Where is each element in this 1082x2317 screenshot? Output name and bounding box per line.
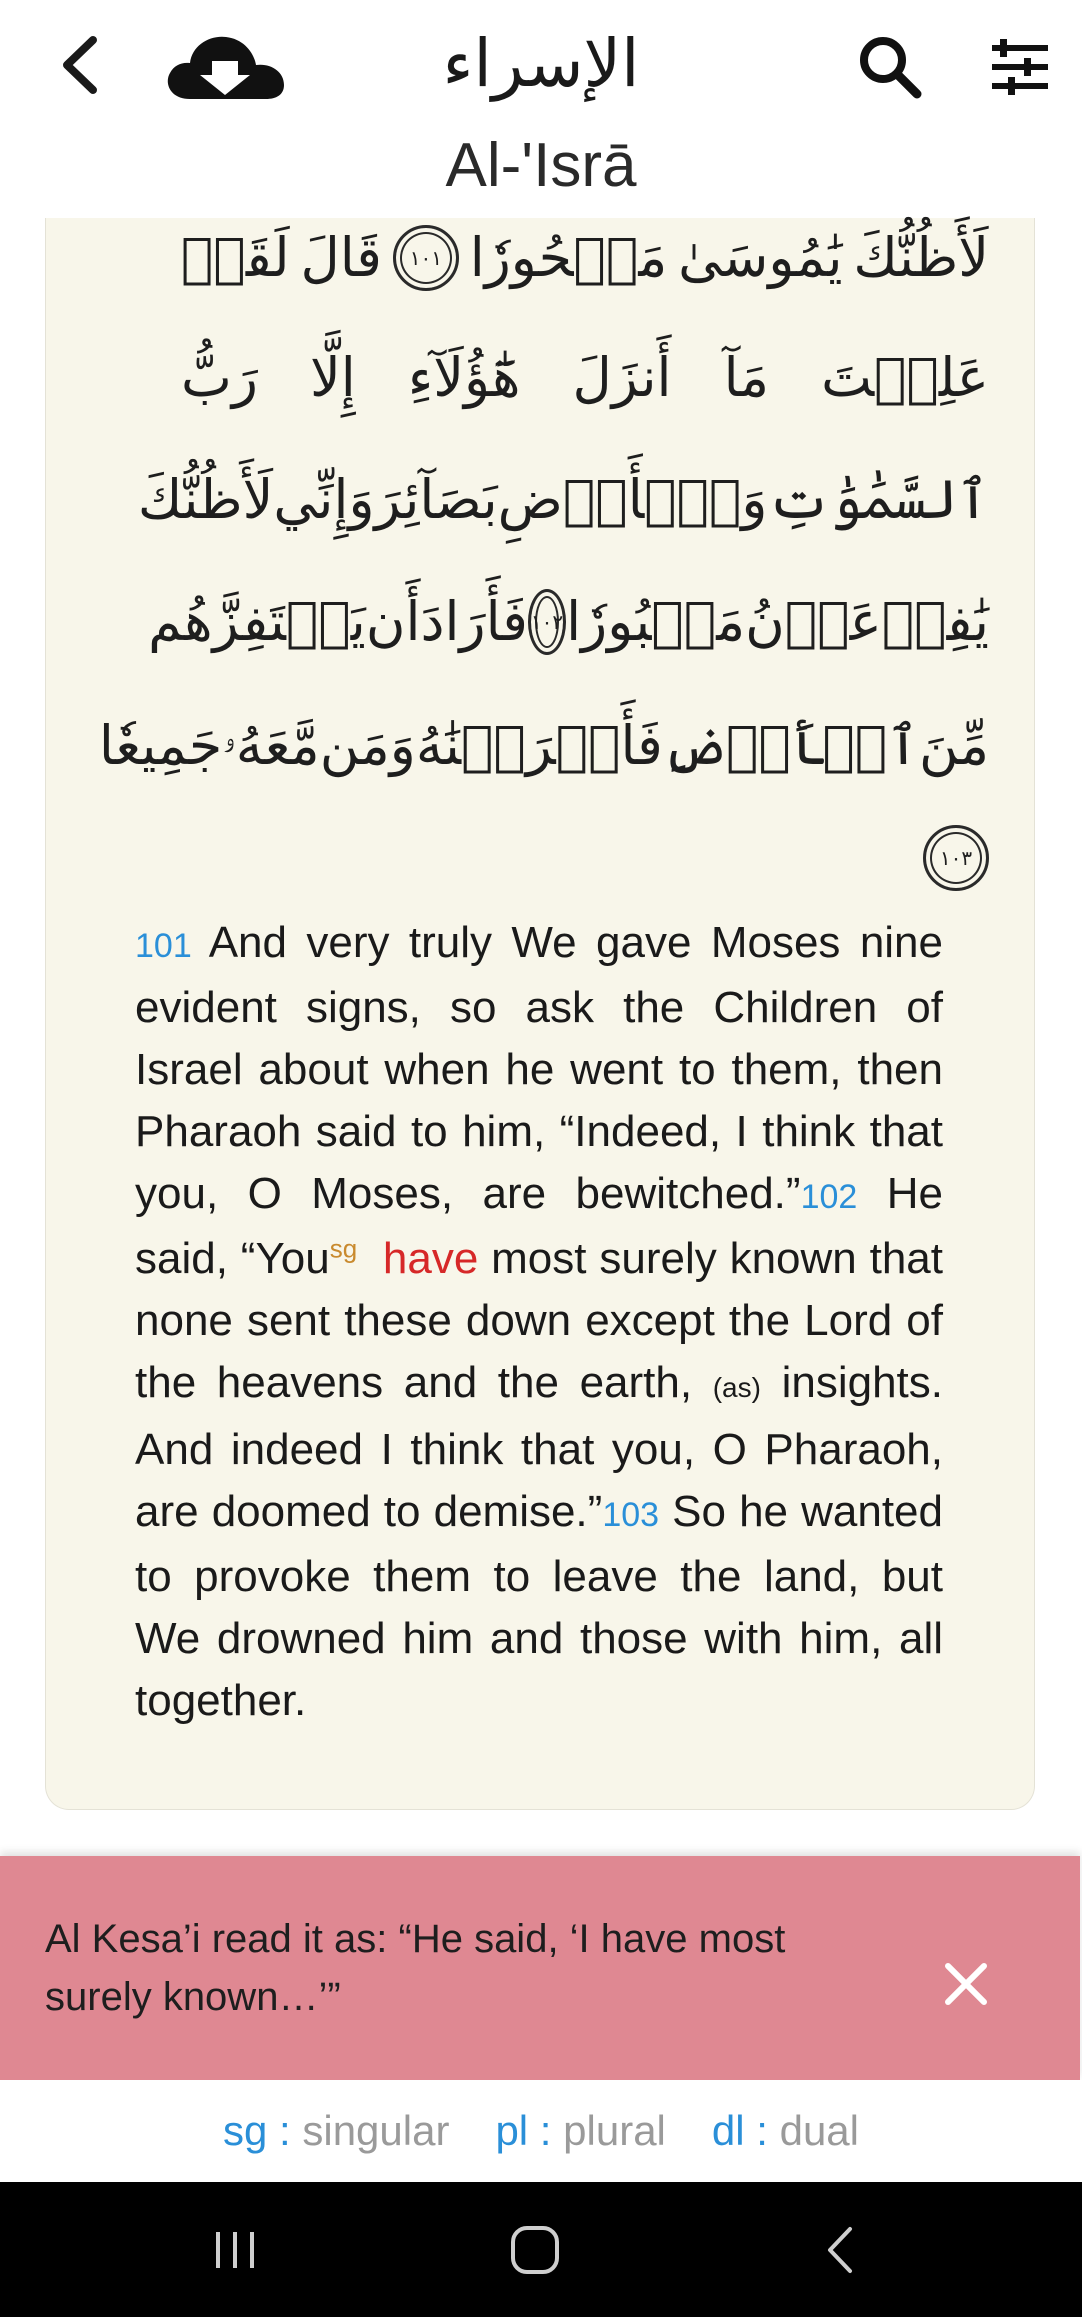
home-button[interactable]	[495, 2220, 575, 2280]
legend-value: singular	[302, 2107, 450, 2154]
arabic-line	[181, 198, 989, 318]
verse-number[interactable]: 102	[800, 1178, 858, 1216]
legend-item	[223, 2107, 449, 2155]
surah-title-english: Al-'Isrā	[445, 131, 637, 200]
grammar-legend	[0, 2080, 1082, 2182]
translation-text: He said, “You	[135, 1169, 943, 1283]
translation-text: insights. And indeed I think that you, O Pharaoh, are doomed to demise.”	[135, 1358, 944, 1536]
verse-number[interactable]: 103	[602, 1496, 660, 1534]
verse-end-marker: ١٠٣	[923, 825, 989, 891]
arabic-word: فَأَرَادَ	[420, 590, 528, 653]
arabic-word: يَٰفِرۡعَوۡنُ	[745, 590, 989, 653]
arabic-word: مَّعَهُۥ	[222, 714, 320, 777]
translation-text: So he wanted to provoke them to leave the land, but We drowned him and those with him, all together.	[135, 1487, 943, 1725]
arabic-line	[98, 686, 989, 806]
translation-text: most surely known that none sent these down except the Lord of the heavens and the earth,	[135, 1234, 943, 1407]
arabic-word: يَٰمُوسَىٰ	[678, 226, 843, 289]
search-button[interactable]	[845, 22, 935, 112]
arabic-word: ٱلۡأَرۡضِ	[662, 714, 919, 777]
recent-apps-icon	[210, 2228, 260, 2272]
arabic-word: جَمِيعٗا	[98, 714, 223, 777]
recent-apps-button[interactable]	[195, 2220, 275, 2280]
search-icon	[855, 32, 925, 102]
arabic-word: أَن	[365, 590, 421, 653]
arabic-word: فَأَغۡرَقۡنَٰهُ	[415, 714, 663, 777]
back-icon	[820, 2225, 860, 2275]
qiraat-highlight-word[interactable]: have	[382, 1234, 479, 1283]
arabic-word: لَقَدۡ	[181, 226, 290, 289]
arabic-word: قَالَ	[300, 226, 382, 289]
legend-key: dl :	[711, 2107, 768, 2154]
close-banner-button[interactable]	[930, 1948, 1002, 2020]
legend-key: pl :	[495, 2107, 552, 2154]
arabic-word: وَٱلۡأَرۡضِ	[497, 468, 768, 531]
legend-item	[712, 2107, 859, 2155]
arabic-word: يَسۡتَفِزَّهُم	[148, 590, 366, 653]
tune-sliders-icon	[990, 39, 1050, 95]
arabic-word: لَأَظُنُّكَ	[853, 226, 989, 289]
qiraat-note-text: Al Kesa’i read it as: “He said, ‘I have most surely known…’”	[45, 1917, 786, 2019]
arabic-line	[148, 562, 989, 682]
arabic-word: إِلَّا	[309, 346, 356, 409]
qiraat-note-banner	[0, 1856, 1080, 2080]
verse-end-marker: ١٠٢	[528, 589, 566, 655]
arabic-word: مِّنَ	[918, 714, 989, 777]
arabic-line	[181, 318, 989, 438]
legend-value: dual	[779, 2107, 859, 2154]
arabic-word: رَبُّ	[181, 346, 258, 409]
arabic-word: مَسۡحُورٗا	[469, 226, 668, 289]
arabic-word: مَآ	[723, 346, 769, 409]
verse-translation	[135, 912, 943, 1732]
arabic-word: هَٰٓؤُلَآءِ	[407, 346, 521, 409]
arabic-word: وَإِنِّي	[273, 468, 375, 531]
settings-button[interactable]	[975, 22, 1065, 112]
surah-title-arabic: الإسراء	[442, 25, 640, 102]
legend-value: plural	[563, 2107, 666, 2154]
arabic-word: عَلِمۡتَ	[821, 346, 989, 409]
top-app-bar	[0, 0, 1082, 220]
legend-key: sg :	[222, 2107, 291, 2154]
system-navigation-bar	[0, 2182, 1082, 2317]
grammar-tag[interactable]: sg	[329, 1233, 358, 1264]
arabic-word: بَصَآئِرَ	[374, 468, 498, 531]
verse-number[interactable]: 101	[135, 927, 192, 965]
arabic-word: وَمَن	[319, 714, 416, 777]
arabic-word: مَثۡبُورٗا	[566, 590, 746, 653]
arabic-line	[181, 798, 989, 918]
translation-aside: (as)	[712, 1372, 761, 1403]
arabic-word: أَنزَلَ	[572, 346, 672, 409]
arabic-word: لَأَظُنُّكَ	[137, 468, 274, 531]
home-icon	[508, 2223, 562, 2277]
close-icon	[944, 1962, 988, 2006]
legend-item	[495, 2107, 665, 2155]
arabic-line	[137, 440, 989, 560]
translation-text: And very truly We gave Moses nine evident signs, so ask the Children of Israel about when he went to them, then Pharaoh said to him, “Indeed, I think that you, O Moses, are bewitched.”	[135, 918, 943, 1218]
arabic-word: ٱلسَّمَٰوَٰتِ	[767, 468, 989, 531]
verse-end-marker: ١٠١	[393, 225, 459, 291]
system-back-button[interactable]	[800, 2220, 880, 2280]
